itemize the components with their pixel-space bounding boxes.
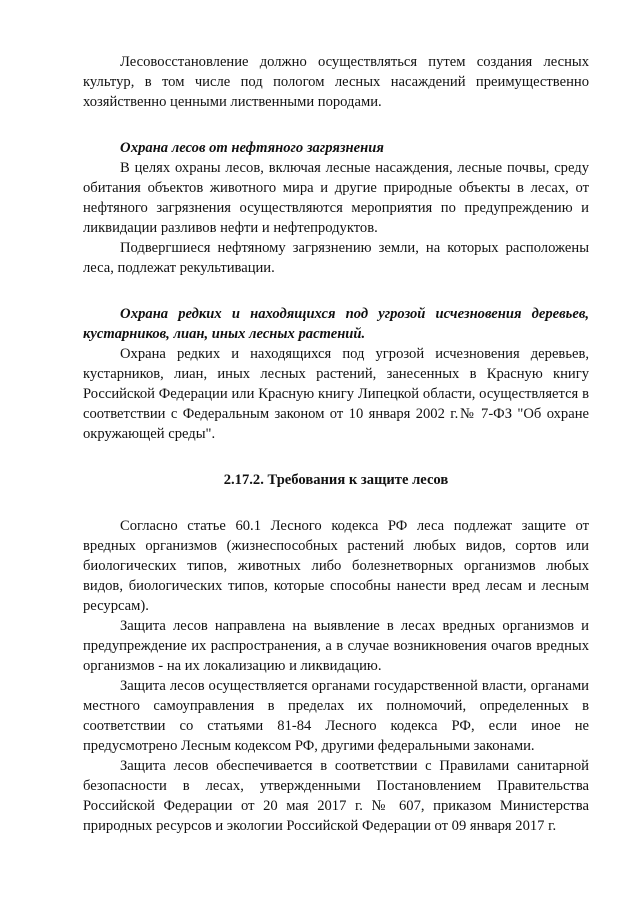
paragraph-reforestation: Лесовосстановление должно осуществляться путем создания лесных культур, в том числе под пологом лесных насаждений преимущественно хозяйственно ценными лиственными породами.: [83, 54, 589, 110]
heading-rare-plants: Охрана редких и находящихся под угрозой исчезновения деревьев, кустарников, лиан, иных лесных растений.: [83, 306, 589, 342]
paragraph-rare-plants-protection: Охрана редких и находящихся под угрозой исчезновения деревьев, кустарников, лиан, иных лесных растений, занесенных в Красную книгу Российской Федерации или Красную книгу Липецкой области, осуществляется в соответствии с Федеральным законом от 10 января 2002 г.№ 7-ФЗ "Об охране окружающей среды".: [83, 346, 589, 442]
paragraph-article-60-1: Согласно статье 60.1 Лесного кодекса РФ леса подлежат защите от вредных организмов (жизнеспособных растений любых видов, сортов или биологических типов, животных либо болезнетворных организмов любых видов, биологических типов, которые способны нанести вред лесам и лесным ресурсам).: [83, 518, 589, 614]
document-page: [83, 52, 589, 836]
paragraph-oil-pollution-measures: В целях охраны лесов, включая лесные насаждения, лесные почвы, среду обитания объектов животного мира и другие природные объекты в лесах, от нефтяного загрязнения осуществляются мероприятия по предупреждению и ликвидации разливов нефти и нефтепродуктов.: [83, 160, 589, 236]
spacer: [83, 278, 589, 304]
paragraph-sanitary-rules: Защита лесов обеспечивается в соответствии с Правилами санитарной безопасности в лесах, утвержденными Постановлением Правительства Российской Федерации от 20 мая 2017 г. № 607, приказом Министерства природных ресурсов и экологии Российской Федерации от 09 января 2017 г.: [83, 758, 589, 834]
spacer: [83, 490, 589, 516]
section-title-forest-protection: 2.17.2. Требования к защите лесов: [223, 472, 449, 488]
heading-oil-pollution: Охрана лесов от нефтяного загрязнения: [120, 140, 384, 156]
paragraph-protection-goal: Защита лесов направлена на выявление в лесах вредных организмов и предупреждение их распространения, а в случае возникновения очагов вредных организмов - на их локализацию и ликвидацию.: [83, 618, 589, 674]
paragraph-recultivation: Подвергшиеся нефтяному загрязнению земли, на которых расположены леса, подлежат рекультивации.: [83, 240, 589, 276]
spacer: [83, 444, 589, 470]
paragraph-protection-authorities: Защита лесов осуществляется органами государственной власти, органами местного самоуправления в пределах их полномочий, определенных в соответствии со статьями 81-84 Лесного кодекса РФ, если иное не предусмотрено Лесным кодексом РФ, другими федеральными законами.: [83, 678, 589, 754]
spacer: [83, 112, 589, 138]
